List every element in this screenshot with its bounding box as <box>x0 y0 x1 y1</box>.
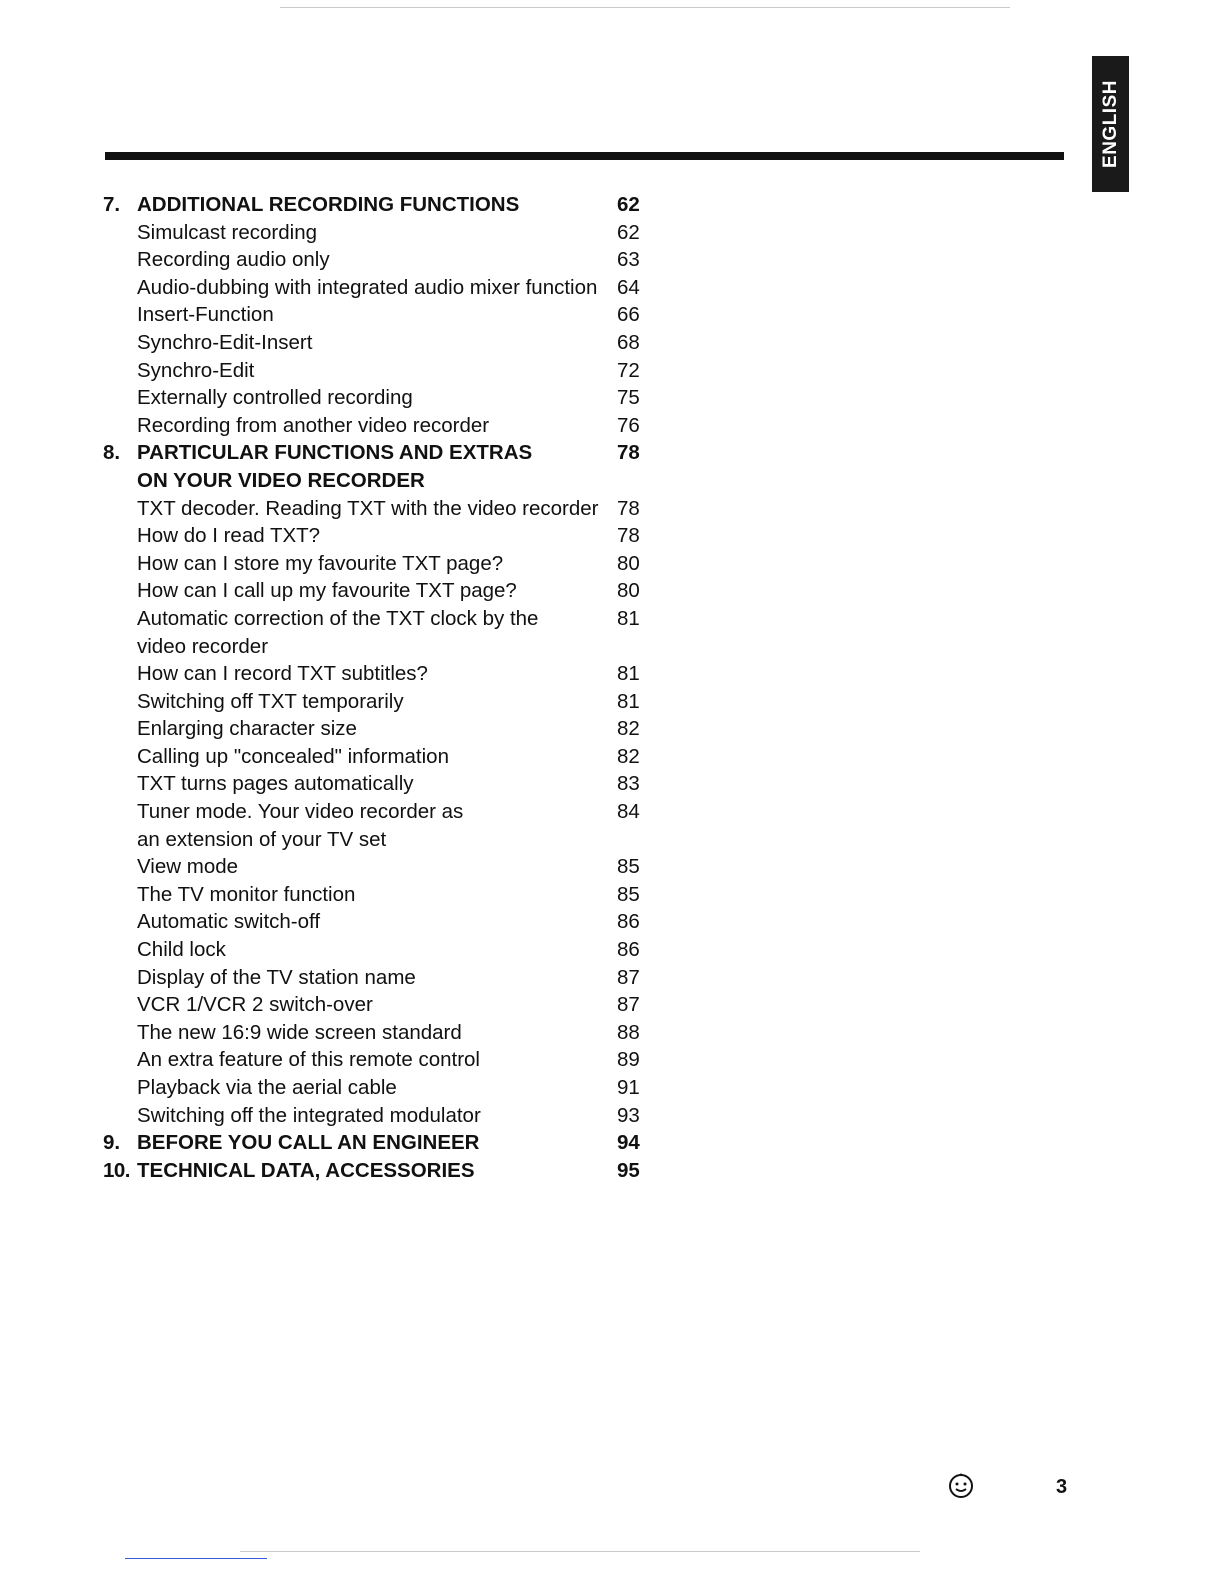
toc-entry <box>103 1129 663 1157</box>
toc-entry-title: Audio-dubbing with integrated audio mixer function <box>137 275 598 299</box>
smiley-recycle-icon <box>946 1470 976 1500</box>
toc-entry-page: 66 <box>617 303 640 327</box>
toc-entry <box>103 964 663 992</box>
scan-underline <box>125 1558 267 1559</box>
toc-entry <box>103 301 663 329</box>
page-number: 3 <box>1056 1476 1068 1498</box>
toc-entry-title: Enlarging character size <box>137 717 357 741</box>
toc-entry-page: 75 <box>617 386 640 410</box>
toc-entry <box>103 798 663 826</box>
toc-entry-page: 95 <box>617 1158 640 1182</box>
toc-entry-title: Synchro-Edit <box>137 358 255 382</box>
toc-entry-title: Switching off TXT temporarily <box>137 689 404 713</box>
toc-entry-title: Display of the TV station name <box>137 965 416 989</box>
toc-entry-title: VCR 1/VCR 2 switch-over <box>137 993 373 1017</box>
toc-entry-title: TXT decoder. Reading TXT with the video recorder <box>137 496 599 520</box>
toc-entry <box>103 605 663 633</box>
toc-entry-page: 81 <box>617 662 640 686</box>
toc-entry <box>103 357 663 385</box>
toc-entry <box>103 936 663 964</box>
toc-entry-title: Externally controlled recording <box>137 386 413 410</box>
toc-entry-title: Switching off the integrated modulator <box>137 1103 481 1127</box>
toc-entry-page: 78 <box>617 496 640 520</box>
toc-entry-page: 83 <box>617 772 640 796</box>
toc-entry-title: Synchro-Edit-Insert <box>137 330 313 354</box>
toc-entry-title: Automatic switch-off <box>137 910 321 934</box>
toc-entry-number: 9. <box>103 1131 121 1155</box>
toc-entry-page: 85 <box>617 855 640 879</box>
language-tab <box>1092 56 1129 192</box>
toc-entry-page: 94 <box>617 1131 640 1155</box>
toc-entry-page: 88 <box>617 1020 640 1044</box>
toc-entry-page: 87 <box>617 965 640 989</box>
toc-entry <box>103 660 663 688</box>
toc-entry-page: 76 <box>617 413 640 437</box>
toc-entry-title: An extra feature of this remote control <box>137 1048 480 1072</box>
toc-entry-title: How can I record TXT subtitles? <box>137 662 428 686</box>
toc-entry <box>103 1157 663 1185</box>
toc-entry-page: 89 <box>617 1048 640 1072</box>
toc-entry <box>103 439 663 467</box>
toc-entry-page: 86 <box>617 910 640 934</box>
toc-entry-page: 82 <box>617 717 640 741</box>
toc-entry-page: 82 <box>617 744 640 768</box>
toc-entry-title: Tuner mode. Your video recorder as <box>137 800 464 824</box>
toc-entry <box>103 908 663 936</box>
toc-entry-number: 7. <box>103 193 121 216</box>
toc-entry-title: TECHNICAL DATA, ACCESSORIES <box>137 1158 475 1182</box>
toc-entry <box>103 1074 663 1102</box>
toc-entry-page: 68 <box>617 330 640 354</box>
toc-entry <box>103 219 663 247</box>
toc-entry-title: Recording audio only <box>137 248 330 272</box>
toc-entry-page: 64 <box>617 275 640 299</box>
toc-entry-page: 85 <box>617 882 640 906</box>
toc-entry-number: 10. <box>103 1158 130 1182</box>
toc-entry <box>103 412 663 440</box>
toc-entry <box>103 881 663 909</box>
toc-entry-page: 81 <box>617 606 640 630</box>
toc-entry <box>103 826 663 854</box>
toc-entry <box>103 329 663 357</box>
toc-entry-number: 8. <box>103 441 121 465</box>
scan-noise-top <box>280 7 1010 8</box>
toc-entry-page: 84 <box>617 800 640 824</box>
toc-entry-page: 81 <box>617 689 640 713</box>
toc-entry <box>103 384 663 412</box>
toc-entry <box>103 743 663 771</box>
toc-entry-title: Simulcast recording <box>137 220 318 244</box>
toc-entry-page: 62 <box>617 193 640 216</box>
toc-entry-title: Recording from another video recorder <box>137 413 490 437</box>
toc-entry-title: The new 16:9 wide screen standard <box>137 1020 462 1044</box>
toc-entry <box>103 550 663 578</box>
toc-entry-title: an extension of your TV set <box>137 827 387 851</box>
toc-entry-page: 86 <box>617 938 640 962</box>
toc-entry-title: Child lock <box>137 938 226 962</box>
toc-entry <box>103 467 663 495</box>
toc-entry-page: 78 <box>617 441 640 465</box>
toc-entry <box>103 715 663 743</box>
toc-entry <box>103 688 663 716</box>
toc-entry-page: 80 <box>617 551 640 575</box>
toc-entry-title: View mode <box>137 855 239 879</box>
table-of-contents <box>103 191 663 1184</box>
toc-entry-title: How do I read TXT? <box>137 524 321 548</box>
toc-entry-page: 91 <box>617 1076 640 1099</box>
toc-entry-page: 78 <box>617 524 640 548</box>
toc-entry-title: BEFORE YOU CALL AN ENGINEER <box>137 1131 480 1155</box>
toc-entry-title: PARTICULAR FUNCTIONS AND EXTRAS <box>137 441 533 465</box>
toc-entry-title: How can I store my favourite TXT page? <box>137 551 504 575</box>
toc-entry-page: 80 <box>617 579 640 603</box>
toc-entry-title: The TV monitor function <box>137 882 356 906</box>
toc-entry <box>103 246 663 274</box>
toc-entry-title: Automatic correction of the TXT clock by the <box>137 606 539 630</box>
scan-noise-bottom <box>240 1551 920 1552</box>
toc-entry <box>103 1046 663 1074</box>
toc-entry <box>103 853 663 881</box>
toc-entry <box>103 495 663 523</box>
toc-entry <box>103 991 663 1019</box>
toc-entry-title: TXT turns pages automatically <box>137 772 414 796</box>
toc-entry <box>103 191 663 219</box>
header-rule <box>105 152 1064 160</box>
toc-entry-page: 63 <box>617 248 640 272</box>
toc-entry <box>103 522 663 550</box>
toc-entry <box>103 1019 663 1047</box>
toc-entry-title: ON YOUR VIDEO RECORDER <box>137 468 425 492</box>
toc-entry-title: ADDITIONAL RECORDING FUNCTIONS <box>137 193 520 216</box>
toc-entry-title: Playback via the aerial cable <box>137 1076 397 1099</box>
toc-entry <box>103 577 663 605</box>
toc-entry-page: 87 <box>617 993 640 1017</box>
toc-entry-title: Calling up "concealed" information <box>137 744 449 768</box>
toc-entry-title: Insert-Function <box>137 303 274 327</box>
toc-entry-page: 72 <box>617 358 640 382</box>
toc-entry-page: 62 <box>617 220 640 244</box>
toc-entry <box>103 770 663 798</box>
toc-entry <box>103 633 663 661</box>
language-tab-label: ENGLISH <box>1099 80 1121 168</box>
toc-entry-page: 93 <box>617 1103 640 1127</box>
toc-entry-title: How can I call up my favourite TXT page? <box>137 579 517 603</box>
toc-entry <box>103 1102 663 1130</box>
toc-entry <box>103 274 663 302</box>
toc-entry-title: video recorder <box>137 634 269 658</box>
